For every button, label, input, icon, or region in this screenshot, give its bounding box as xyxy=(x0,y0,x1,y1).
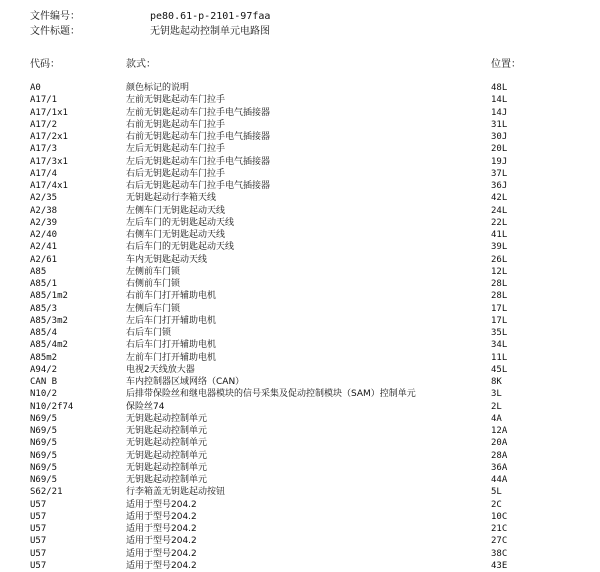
model-cell: 无钥匙起动控制单元 xyxy=(126,475,208,485)
model-cell: 无钥匙起动控制单元 xyxy=(126,426,208,436)
table-row xyxy=(0,425,600,437)
table-row xyxy=(0,107,600,119)
model-cell: 右后车门的无钥匙起动天线 xyxy=(126,242,235,253)
position-cell: 19J xyxy=(491,156,508,167)
table-row xyxy=(0,352,600,364)
model-cell: 左后车门打开辅助电机 xyxy=(126,315,217,326)
position-cell: 28L xyxy=(491,279,508,289)
table-row xyxy=(0,192,600,204)
table-row xyxy=(0,278,600,290)
position-cell: 31L xyxy=(491,119,508,130)
code-cell: N69/5 xyxy=(30,450,58,461)
code-cell: A17/4 xyxy=(30,168,58,179)
code-cell: N10/2f74 xyxy=(30,401,74,412)
model-cell: 右后车门锁 xyxy=(126,328,172,338)
position-cell: 28A xyxy=(491,450,508,461)
model-cell: 适用于型号204.2 xyxy=(126,560,197,571)
model-cell: 右前无钥匙起动车门拉手电气插接器 xyxy=(126,132,271,142)
model-cell: 右前车门打开辅助电机 xyxy=(126,291,217,302)
model-cell: 电视2天线放大器 xyxy=(126,364,195,375)
code-cell: A17/1x1 xyxy=(30,107,68,118)
column-header-model: 款式： xyxy=(126,59,156,70)
code-cell: A94/2 xyxy=(30,364,58,375)
table-row xyxy=(0,462,600,474)
model-cell: 左前车门打开辅助电机 xyxy=(126,352,217,363)
code-cell: N69/5 xyxy=(30,438,58,449)
code-cell: U57 xyxy=(30,511,47,522)
table-row xyxy=(0,205,600,217)
position-cell: 14L xyxy=(491,95,508,106)
model-cell: 适用于型号204.2 xyxy=(126,499,197,510)
position-cell: 12L xyxy=(491,266,508,277)
table-row xyxy=(0,437,600,449)
model-cell: 左侧后车门锁 xyxy=(126,303,181,314)
table-row xyxy=(0,229,600,241)
model-cell: 左前无钥匙起动车门拉手 xyxy=(126,95,226,106)
code-cell: A2/38 xyxy=(30,205,58,216)
position-cell: 10C xyxy=(491,511,508,522)
position-cell: 22L xyxy=(491,217,508,228)
code-cell: A85m2 xyxy=(30,352,58,363)
model-cell: 右后车门打开辅助电机 xyxy=(126,340,217,351)
code-cell: CAN B xyxy=(30,377,58,387)
code-cell: A85/3m2 xyxy=(30,315,68,326)
position-cell: 5L xyxy=(491,487,502,498)
table-row xyxy=(0,143,600,155)
model-cell: 右后无钥匙起动车门拉手 xyxy=(126,168,226,179)
table-row xyxy=(0,339,600,351)
code-cell: A0 xyxy=(30,83,41,93)
position-cell: 26L xyxy=(491,254,508,265)
code-cell: A2/35 xyxy=(30,193,58,204)
table-row xyxy=(0,499,600,511)
code-cell: U57 xyxy=(30,524,47,534)
position-cell: 20A xyxy=(491,438,508,449)
code-cell: A85 xyxy=(30,266,47,277)
table-row xyxy=(0,254,600,266)
table-row xyxy=(0,474,600,486)
code-cell: N69/5 xyxy=(30,413,58,424)
position-cell: 45L xyxy=(491,364,508,375)
table-row xyxy=(0,290,600,302)
position-cell: 2L xyxy=(491,401,502,412)
position-cell: 42L xyxy=(491,193,508,204)
table-row xyxy=(0,168,600,180)
model-cell: 适用于型号204.2 xyxy=(126,524,197,534)
model-cell: 左后车门的无钥匙起动天线 xyxy=(126,217,235,228)
table-row xyxy=(0,303,600,315)
model-cell: 左侧车门无钥匙起动天线 xyxy=(126,205,226,216)
code-cell: A17/3 xyxy=(30,144,58,155)
table-row xyxy=(0,548,600,560)
model-cell: 左后无钥匙起动车门拉手 xyxy=(126,144,226,155)
code-cell: A85/4 xyxy=(30,328,58,338)
doc-number-value: pe80.61-p-2101-97faa xyxy=(150,11,271,22)
table-row xyxy=(0,217,600,229)
position-cell: 36A xyxy=(491,462,508,473)
code-cell: U57 xyxy=(30,536,47,547)
position-cell: 35L xyxy=(491,328,508,338)
model-cell: 无钥匙起动控制单元 xyxy=(126,462,208,473)
model-cell: 无钥匙起动控制单元 xyxy=(126,413,208,424)
code-cell: A2/41 xyxy=(30,242,58,253)
position-cell: 48L xyxy=(491,83,508,93)
table-row xyxy=(0,315,600,327)
model-cell: 无钥匙起动控制单元 xyxy=(126,438,208,449)
column-header-code: 代码： xyxy=(30,59,60,70)
table-row xyxy=(0,82,600,94)
position-cell: 3L xyxy=(491,389,502,400)
table-row xyxy=(0,364,600,376)
table-row xyxy=(0,413,600,425)
model-cell: 后排带保险丝和继电器模块的信号采集及促动控制模块（SAM）控制单元 xyxy=(126,389,416,400)
table-row xyxy=(0,511,600,523)
position-cell: 20L xyxy=(491,144,508,155)
table-row xyxy=(0,156,600,168)
code-cell: N69/5 xyxy=(30,426,58,436)
position-cell: 2C xyxy=(491,499,502,510)
doc-title-label: 文件标题： xyxy=(30,26,80,37)
doc-title-value: 无钥匙起动控制单元电路图 xyxy=(150,26,270,37)
model-cell: 适用于型号204.2 xyxy=(126,536,197,547)
table-row xyxy=(0,486,600,498)
position-cell: 39L xyxy=(491,242,508,253)
code-cell: A85/1 xyxy=(30,279,58,289)
code-cell: A2/39 xyxy=(30,217,58,228)
model-cell: 左后无钥匙起动车门拉手电气插接器 xyxy=(126,156,271,167)
code-cell: U57 xyxy=(30,560,47,571)
table-row xyxy=(0,401,600,413)
position-cell: 27C xyxy=(491,536,508,547)
code-cell: U57 xyxy=(30,499,47,510)
position-cell: 8K xyxy=(491,377,502,387)
model-cell: 无钥匙起动控制单元 xyxy=(126,450,208,461)
model-cell: 左侧前车门锁 xyxy=(126,266,181,277)
position-cell: 36J xyxy=(491,181,508,191)
doc-number-label: 文件编号： xyxy=(30,11,80,22)
code-cell: A17/2x1 xyxy=(30,132,68,142)
model-cell: 保险丝74 xyxy=(126,401,165,412)
position-cell: 34L xyxy=(491,340,508,351)
code-cell: A2/61 xyxy=(30,254,58,265)
model-cell: 颜色标记的说明 xyxy=(126,83,190,93)
position-cell: 38C xyxy=(491,548,508,559)
position-cell: 14J xyxy=(491,107,508,118)
model-cell: 无钥匙起动行李箱天线 xyxy=(126,193,217,204)
model-cell: 左前无钥匙起动车门拉手电气插接器 xyxy=(126,107,271,118)
code-cell: A17/2 xyxy=(30,119,58,130)
code-cell: S62/21 xyxy=(30,487,63,498)
code-cell: A17/1 xyxy=(30,95,58,106)
table-row xyxy=(0,560,600,572)
column-header-position: 位置： xyxy=(491,59,521,70)
position-cell: 30J xyxy=(491,132,508,142)
position-cell: 37L xyxy=(491,168,508,179)
model-cell: 右侧前车门锁 xyxy=(126,279,181,289)
position-cell: 17L xyxy=(491,315,508,326)
table-row xyxy=(0,523,600,535)
code-cell: A85/1m2 xyxy=(30,291,68,302)
code-cell: A17/3x1 xyxy=(30,156,68,167)
position-cell: 4A xyxy=(491,413,502,424)
position-cell: 41L xyxy=(491,230,508,240)
position-cell: 28L xyxy=(491,291,508,302)
table-row xyxy=(0,241,600,253)
table-row xyxy=(0,180,600,192)
model-cell: 右侧车门无钥匙起动天线 xyxy=(126,230,226,240)
model-cell: 车内控制器区域网络（CAN） xyxy=(126,377,245,387)
position-cell: 24L xyxy=(491,205,508,216)
model-cell: 右前无钥匙起动车门拉手 xyxy=(126,119,226,130)
table-row xyxy=(0,376,600,388)
code-cell: A85/4m2 xyxy=(30,340,68,351)
table-row xyxy=(0,535,600,547)
table-row xyxy=(0,388,600,400)
code-cell: U57 xyxy=(30,548,47,559)
code-cell: N69/5 xyxy=(30,462,58,473)
model-cell: 右后无钥匙起动车门拉手电气插接器 xyxy=(126,181,271,191)
code-cell: N10/2 xyxy=(30,389,58,400)
position-cell: 43E xyxy=(491,560,508,571)
model-cell: 适用于型号204.2 xyxy=(126,511,197,522)
position-cell: 17L xyxy=(491,303,508,314)
position-cell: 21C xyxy=(491,524,508,534)
code-cell: A85/3 xyxy=(30,303,58,314)
position-cell: 11L xyxy=(491,352,508,363)
table-row xyxy=(0,327,600,339)
model-cell: 车内无钥匙起动天线 xyxy=(126,254,208,265)
code-cell: A2/40 xyxy=(30,230,58,240)
table-row xyxy=(0,119,600,131)
position-cell: 44A xyxy=(491,475,508,485)
code-cell: N69/5 xyxy=(30,475,58,485)
table-row xyxy=(0,266,600,278)
table-row xyxy=(0,450,600,462)
code-cell: A17/4x1 xyxy=(30,181,68,191)
model-cell: 适用于型号204.2 xyxy=(126,548,197,559)
model-cell: 行李箱盖无钥匙起动按钮 xyxy=(126,487,226,498)
table-row xyxy=(0,94,600,106)
table-row xyxy=(0,131,600,143)
position-cell: 12A xyxy=(491,426,508,436)
